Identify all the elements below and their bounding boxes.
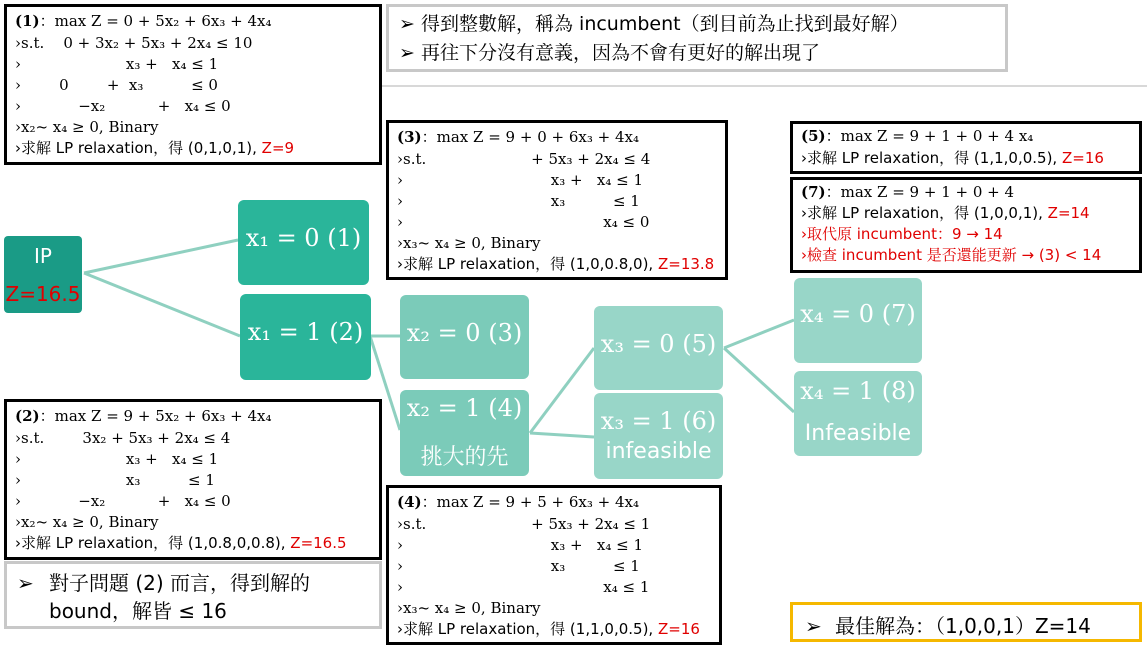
subproblem-1-box	[4, 4, 382, 165]
subproblem-2-constraint-2: › x₃ + x₄ ≤ 1	[15, 450, 219, 468]
subproblem-4-constraint-3: › x₃ ≤ 1	[397, 557, 640, 575]
node-5	[594, 306, 723, 390]
incumbent-note-line-2: ➢ 再往下分沒有意義，因為不會有更好的解出現了	[399, 39, 995, 68]
subproblem-4-result: ›求解 LP relaxation，得 (1,1,0,0.5), Z=16	[397, 620, 700, 638]
subproblem-1-constraint-2: › x₃ + x₄ ≤ 1	[15, 55, 219, 73]
edge-n4-n5	[530, 348, 594, 433]
arrow-bullet-icon: ➢	[399, 13, 415, 35]
subproblem-3-objective: (3)：max Z = 9 + 0 + 6x₃ + 4x₄	[397, 128, 639, 146]
subproblem-5-result: ›求解 LP relaxation，得 (1,1,0,0.5), Z=16	[801, 149, 1104, 167]
node-1	[238, 200, 369, 285]
subproblem-3-constraint-3: › x₃ ≤ 1	[397, 192, 640, 210]
subproblem-2-objective: (2)：max Z = 9 + 5x₂ + 6x₃ + 4x₄	[15, 407, 272, 425]
subproblem-3-result: ›求解 LP relaxation，得 (1,0,0.8,0), Z=13.8	[397, 255, 715, 273]
ip-root-node	[4, 236, 82, 313]
edge-n4-n6	[530, 433, 594, 437]
node-4-label: x₂ = 1 (4)	[406, 394, 523, 422]
ip-root-label: IP	[34, 244, 52, 268]
node-2-label: x₁ = 1 (2)	[247, 318, 364, 346]
incumbent-note	[386, 4, 1008, 72]
node-5-label: x₃ = 0 (5)	[600, 330, 717, 358]
subproblem-2-constraint-1: ›s.t. 3x₂ + 5x₃ + 2x₄ ≤ 4	[15, 429, 231, 447]
node-2	[240, 294, 371, 380]
subproblem-3-constraint-4: › x₄ ≤ 0	[397, 213, 650, 231]
subproblem-5-box	[790, 121, 1142, 174]
subproblem-4-constraint-1: ›s.t. + 5x₃ + 2x₄ ≤ 1	[397, 515, 651, 533]
incumbent-note-line-1: ➢ 得到整數解，稱為 incumbent（到目前為止找到最好解）	[399, 10, 995, 39]
node-6-status: infeasible	[605, 439, 712, 464]
node-3	[400, 295, 529, 379]
subproblem-2-domain: ›x₂~ x₄ ≥ 0, Binary	[15, 513, 159, 531]
node-7	[794, 278, 922, 363]
subproblem-5-objective: (5)：max Z = 9 + 1 + 0 + 4 x₄	[801, 127, 1034, 145]
subproblem-7-result: ›求解 LP relaxation，得 (1,0,0,1), Z=14	[801, 204, 1090, 222]
node-4-note: 挑大的先	[420, 445, 509, 470]
node-8	[794, 371, 922, 456]
node-7-label: x₄ = 0 (7)	[800, 300, 916, 328]
subproblem-2-constraint-4: › −x₂ + x₄ ≤ 0	[15, 492, 231, 510]
subproblem-4-box	[386, 485, 722, 645]
ip-root-z: Z=16.5	[5, 282, 81, 306]
node-1-label: x₁ = 0 (1)	[245, 224, 362, 252]
subproblem-1-objective: (1)：max Z = 0 + 5x₂ + 6x₃ + 4x₄	[15, 12, 272, 30]
edge-ip-n1	[84, 240, 238, 273]
subproblem-1-domain: ›x₂~ x₄ ≥ 0, Binary	[15, 118, 159, 136]
bound-note-text: 對子問題 (2) 而言，得到解的 bound，解皆 ≤ 16	[49, 571, 311, 623]
arrow-bullet-icon: ➢	[17, 571, 34, 595]
subproblem-1-constraint-3: › 0 + x₃ ≤ 0	[15, 76, 218, 94]
node-3-label: x₂ = 0 (3)	[406, 319, 523, 347]
node-8-status: Infeasible	[804, 421, 912, 446]
best-solution-text: 最佳解為：（1,0,0,1）Z=14	[835, 614, 1091, 638]
incumbent-update-note: ›取代原 incumbent：9 → 14	[801, 225, 1003, 243]
incumbent-check-note: ›檢查 incumbent 是否還能更新 → (3) < 14	[801, 246, 1102, 264]
arrow-bullet-icon: ➢	[399, 42, 415, 64]
subproblem-7-box	[790, 177, 1142, 273]
subproblem-1-result: ›求解 LP relaxation，得 (0,1,0,1), Z=9	[15, 139, 295, 157]
subproblem-3-constraint-1: ›s.t. + 5x₃ + 2x₄ ≤ 4	[397, 150, 651, 168]
best-solution-note	[790, 602, 1142, 642]
subproblem-4-constraint-4: › x₄ ≤ 1	[397, 578, 650, 596]
subproblem-2-constraint-3: › x₃ ≤ 1	[15, 471, 215, 489]
edge-ip-n2	[84, 273, 240, 336]
edge-n5-n7	[724, 320, 794, 348]
subproblem-3-domain: ›x₃~ x₄ ≥ 0, Binary	[397, 234, 541, 252]
edge-n5-n8	[724, 348, 794, 412]
subproblem-3-constraint-2: › x₃ + x₄ ≤ 1	[397, 171, 644, 189]
subproblem-1-constraint-4: › −x₂ + x₄ ≤ 0	[15, 97, 231, 115]
node-8-label: x₄ = 1 (8)	[800, 377, 916, 405]
subproblem-4-domain: ›x₃~ x₄ ≥ 0, Binary	[397, 599, 541, 617]
node-6	[594, 393, 723, 479]
subproblem-2-result: ›求解 LP relaxation，得 (1,0.8,0,0.8), Z=16.5	[15, 534, 347, 552]
node-6-label: x₃ = 1 (6)	[600, 407, 717, 435]
bound-note-line	[17, 569, 369, 625]
subproblem-1-constraint-1: ›s.t. 0 + 3x₂ + 5x₃ + 2x₄ ≤ 10	[15, 34, 253, 52]
bound-note	[4, 561, 382, 629]
node-4	[400, 390, 529, 476]
subproblem-3-box	[386, 120, 728, 280]
subproblem-4-objective: (4)：max Z = 9 + 5 + 6x₃ + 4x₄	[397, 493, 639, 511]
subproblem-7-objective: (7)：max Z = 9 + 1 + 0 + 4	[801, 183, 1015, 201]
subproblem-2-box	[4, 399, 382, 560]
subproblem-4-constraint-2: › x₃ + x₄ ≤ 1	[397, 536, 644, 554]
arrow-bullet-icon: ➢	[805, 614, 822, 638]
